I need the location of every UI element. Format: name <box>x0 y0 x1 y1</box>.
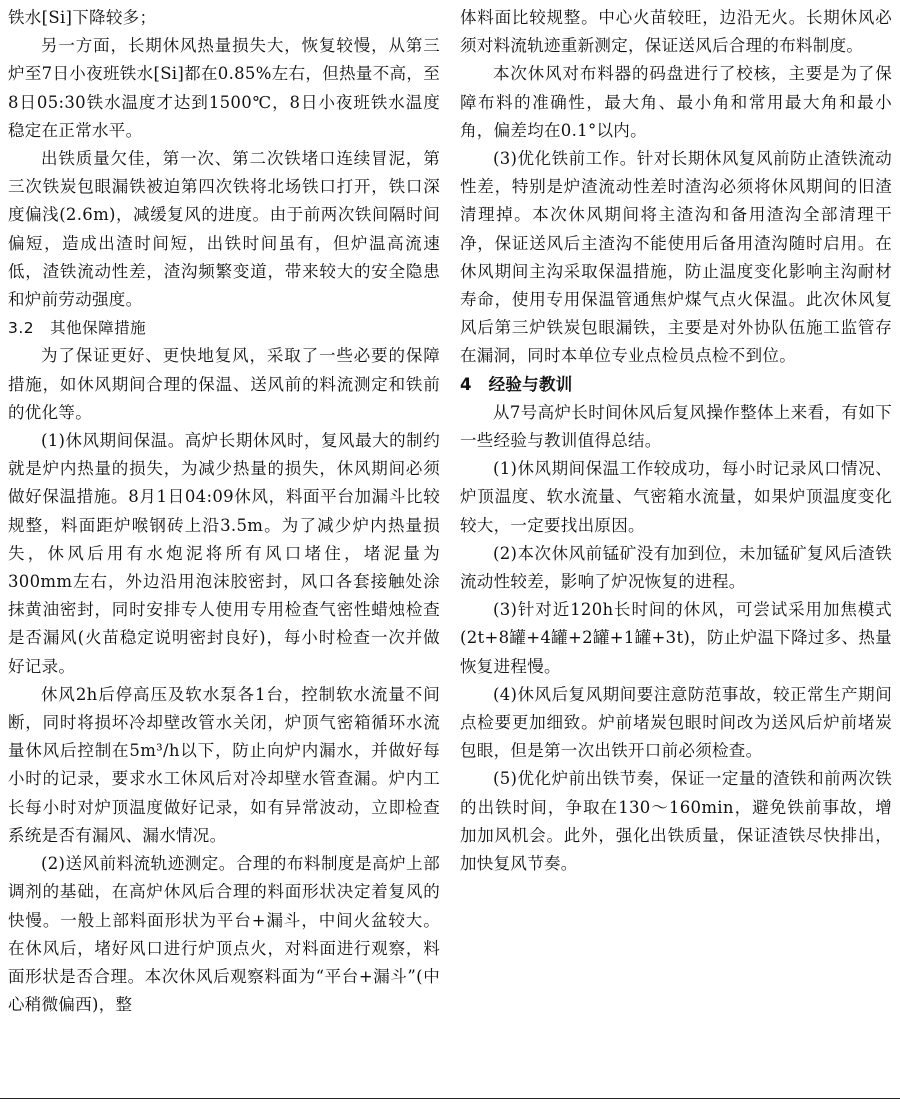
paragraph: (3)针对近120h长时间的休风，可尝试采用加焦模式(2t+8罐+4罐+2罐+1罐+3t)，防止炉温下降过多、热量恢复进程慢。 <box>460 600 892 676</box>
paragraph: (1)休风期间保温工作较成功，每小时记录风口情况、炉顶温度、软水流量、气密箱水流量，如果炉顶温度变化较大，一定要找出原因。 <box>460 459 892 535</box>
paragraph: 本次休风对布料器的码盘进行了校核，主要是为了保障布料的准确性，最大角、最小角和常用最大角和最小角，偏差均在0.1°以内。 <box>460 64 892 140</box>
paragraph: (2)本次休风前锰矿没有加到位，未加锰矿复风后渣铁流动性较差，影响了炉况恢复的进程。 <box>460 543 892 592</box>
bottom-divider <box>0 1098 900 1099</box>
paragraph: 为了保证更好、更快地复风，采取了一些必要的保障措施，如休风期间合理的保温、送风前的料流测定和铁前的优化等。 <box>8 346 440 422</box>
paragraph: (1)休风期间保温。高炉长期休风时，复风最大的制约就是炉内热量的损失，为减少热量的损失，休风期间必须做好保温措施。8月1日04:09休风，料面平台加漏斗比较规整，料面距炉喉钢砖上沿3.5m。为了减少炉内热量损失，休风后用有水炮泥将所有风口堵住，堵泥量为300mm左右，外边沿用泡沫胶密封，风口各套接触处涂抹黄油密封，同时安排专人使用专用检查气密性蜡烛检查是否漏风(火苗稳定说明密封良好)，每小时检查一次并做好记录。 <box>8 431 440 676</box>
section-heading-4: 4 经验与教训 <box>460 374 573 394</box>
left-column <box>8 4 440 1019</box>
paragraph: 从7号高炉长时间休风后复风操作整体上来看，有如下一些经验与教训值得总结。 <box>460 402 892 451</box>
paragraph: 出铁质量欠佳，第一次、第二次铁堵口连续冒泥，第三次铁炭包眼漏铁被迫第四次铁将北场铁口打开，铁口深度偏浅(2.6m)，减缓复风的进度。由于前两次铁间隔时间偏短，造成出渣时间短，出铁时间虽有，但炉温高流速低，渣铁流动性差，渣沟频繁变道，带来较大的安全隐患和炉前劳动强度。 <box>8 149 440 310</box>
right-column <box>460 4 892 878</box>
paragraph: 休风2h后停高压及软水泵各1台，控制软水流量不间断，同时将损坏冷却壁改管水关闭，炉顶气密箱循环水流量休风后控制在5m³/h以下，防止向炉内漏水，并做好每小时的记录，要求水工休风后对冷却壁水管查漏。炉内工长每小时对炉顶温度做好记录，如有异常波动，立即检查系统是否有漏风、漏水情况。 <box>8 684 440 845</box>
paragraph: (2)送风前料流轨迹测定。合理的布料制度是高炉上部调剂的基础，在高炉休风后合理的料面形状决定着复风的快慢。一般上部料面形状为平台+漏斗，中间火盆较大。在休风后，堵好风口进行炉顶点火，对料面进行观察，料面形状是否合理。本次休风后观察料面为“平台+漏斗”(中心稍微偏西)，整 <box>8 854 440 1015</box>
paragraph: (4)休风后复风期间要注意防范事故，较正常生产期间点检要更加细致。炉前堵炭包眼时间改为送风后炉前堵炭包眼，但是第一次出铁开口前必须检查。 <box>460 684 892 761</box>
paragraph: (3)优化铁前工作。针对长期休风复风前防止渣铁流动性差，特别是炉渣流动性差时渣沟必须将休风期间的旧渣清理掉。本次休风期间将主渣沟和备用渣沟全部清理干净，保证送风后主渣沟不能使用后备用渣沟随时启用。在休风期间主沟采取保温措施，防止温度变化影响主沟耐材寿命，使用专用保温管通焦炉煤气点火保温。此次休风复风后第三炉铁炭包眼漏铁，主要是对外协队伍施工监管存在漏洞，同时本单位专业点检员点检不到位。 <box>460 149 892 366</box>
section-heading-3-2: 3.2 其他保障措施 <box>8 319 147 338</box>
paragraph: 另一方面，长期休风热量损失大，恢复较慢，从第三炉至7日小夜班铁水[Si]都在0.85%左右，但热量不高，至8日05:30铁水温度才达到1500℃，8日小夜班铁水温度稳定在正常水平。 <box>8 36 440 140</box>
paragraph: (5)优化炉前出铁节奏，保证一定量的渣铁和前两次铁的出铁时间，争取在130～160min，避免铁前事故，增加加风机会。此外，强化出铁质量，保证渣铁尽快排出，加快复风节奏。 <box>460 769 892 874</box>
paragraph: 铁水[Si]下降较多； <box>8 8 157 27</box>
paragraph: 体料面比较规整。中心火苗较旺，边沿无火。长期休风必须对料流轨迹重新测定，保证送风后合理的布料制度。 <box>460 8 892 56</box>
